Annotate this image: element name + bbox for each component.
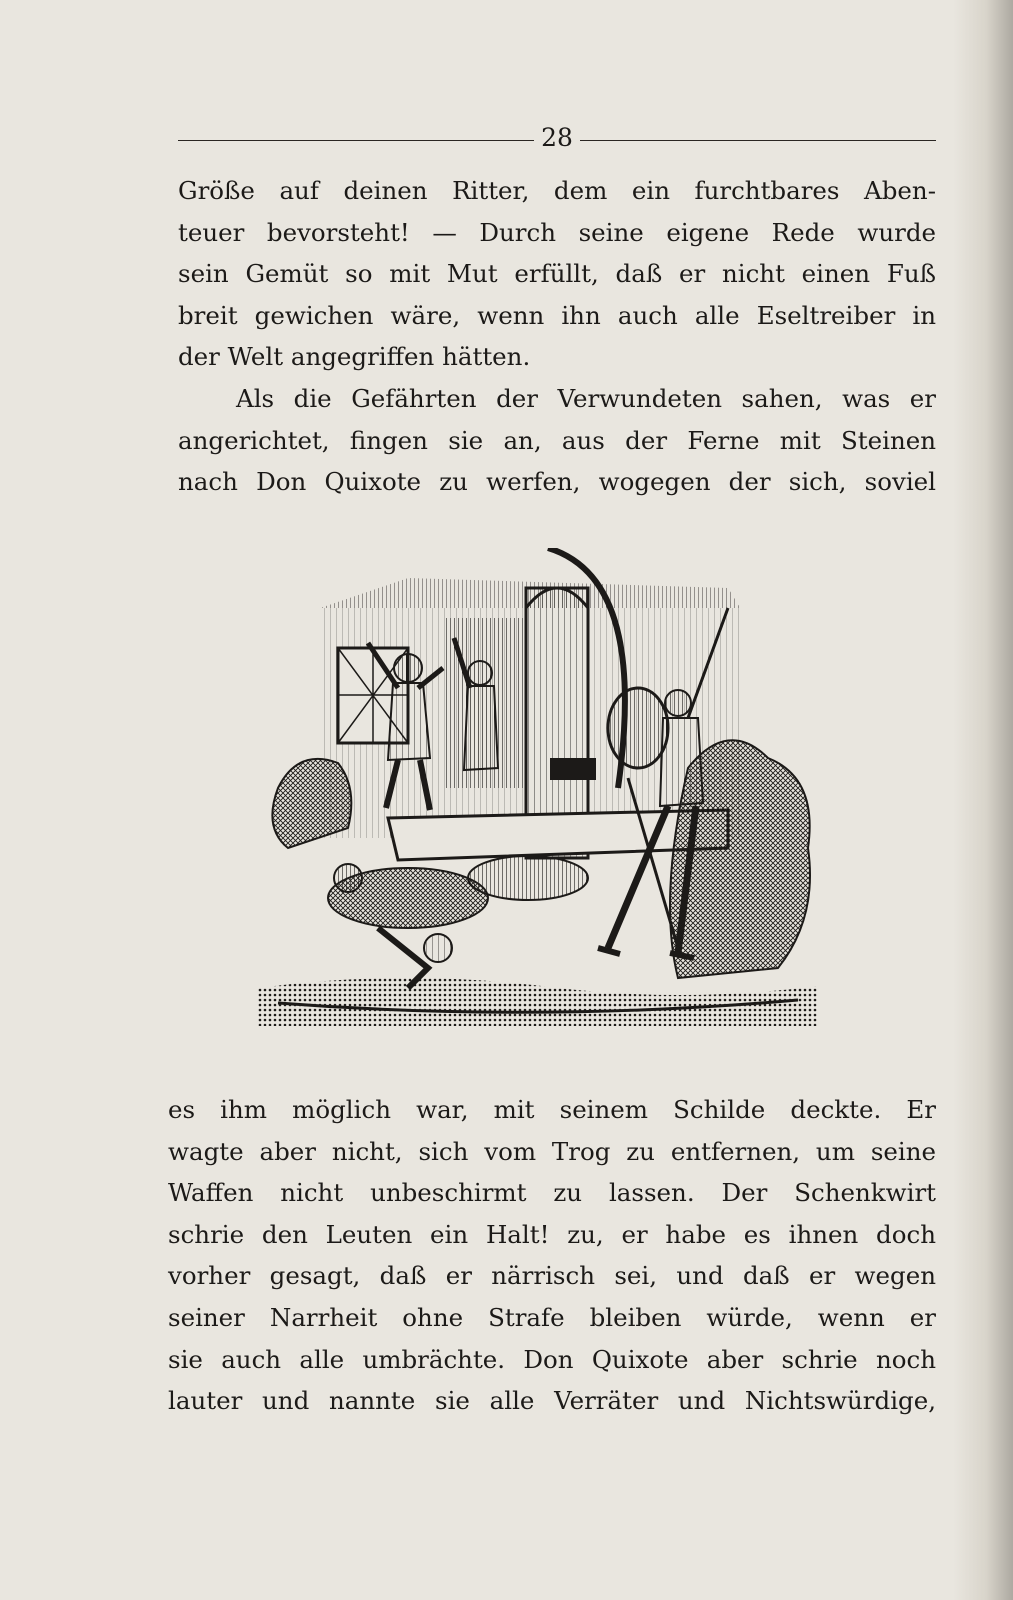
text-line: breit gewichen wäre, wenn ihn auch alle Eseltreiber in — [178, 300, 936, 330]
page-edge-shadow — [953, 0, 1013, 1600]
illustration-drawing — [258, 548, 826, 1026]
text-line: sie auch alle umbrächte. Don Quixote aber schrie noch — [168, 1344, 936, 1374]
text-line: Als die Gefährten der Verwundeten sahen, was er — [236, 383, 936, 413]
figure-head — [394, 654, 422, 682]
text-block-top — [178, 170, 936, 503]
header-rule-right — [580, 140, 936, 141]
text-line: der Welt angegriffen hätten. — [178, 342, 531, 372]
page-number: 28 — [541, 123, 573, 152]
text-line: schrie den Leuten ein Halt! zu, er habe es ihnen doch — [168, 1219, 936, 1249]
page-header — [178, 118, 936, 158]
text-line: wagte aber nicht, sich vom Trog zu entfernen, um seine — [168, 1136, 936, 1166]
knight-head — [665, 690, 691, 716]
knight-shield — [608, 688, 668, 768]
text-line: Waffen nicht unbeschirmt zu lassen. Der Schenkwirt — [168, 1178, 936, 1208]
text-line: teuer bevorsteht! — Durch seine eigene Rede wurde — [178, 217, 936, 247]
woodcut-illustration — [258, 548, 826, 1026]
text-line: angerichtet, fingen sie an, aus der Ferne mit Steinen — [178, 425, 936, 455]
header-rule-left — [178, 140, 534, 141]
text-line: nach Don Quixote zu werfen, wogegen der sich, soviel — [178, 467, 936, 497]
knight-body — [660, 718, 703, 806]
text-line: lauter und nannte sie alle Verräter und Nichtswürdige, — [168, 1386, 936, 1416]
text-line: seiner Narrheit ohne Strafe bleiben würde, wenn er — [168, 1302, 936, 1332]
fallen-figure-2 — [468, 856, 588, 900]
text-line: sein Gemüt so mit Mut erfüllt, daß er nicht einen Fuß — [178, 259, 936, 289]
text-block-bottom — [168, 1089, 936, 1422]
text-line: Größe auf deinen Ritter, dem ein furchtbares Aben- — [178, 176, 936, 205]
ground — [258, 978, 818, 1026]
text-line: vorher gesagt, daß er närrisch sei, und daß er wegen — [168, 1261, 936, 1291]
text-line: es ihm möglich war, mit seinem Schilde deckte. Er — [168, 1095, 936, 1124]
